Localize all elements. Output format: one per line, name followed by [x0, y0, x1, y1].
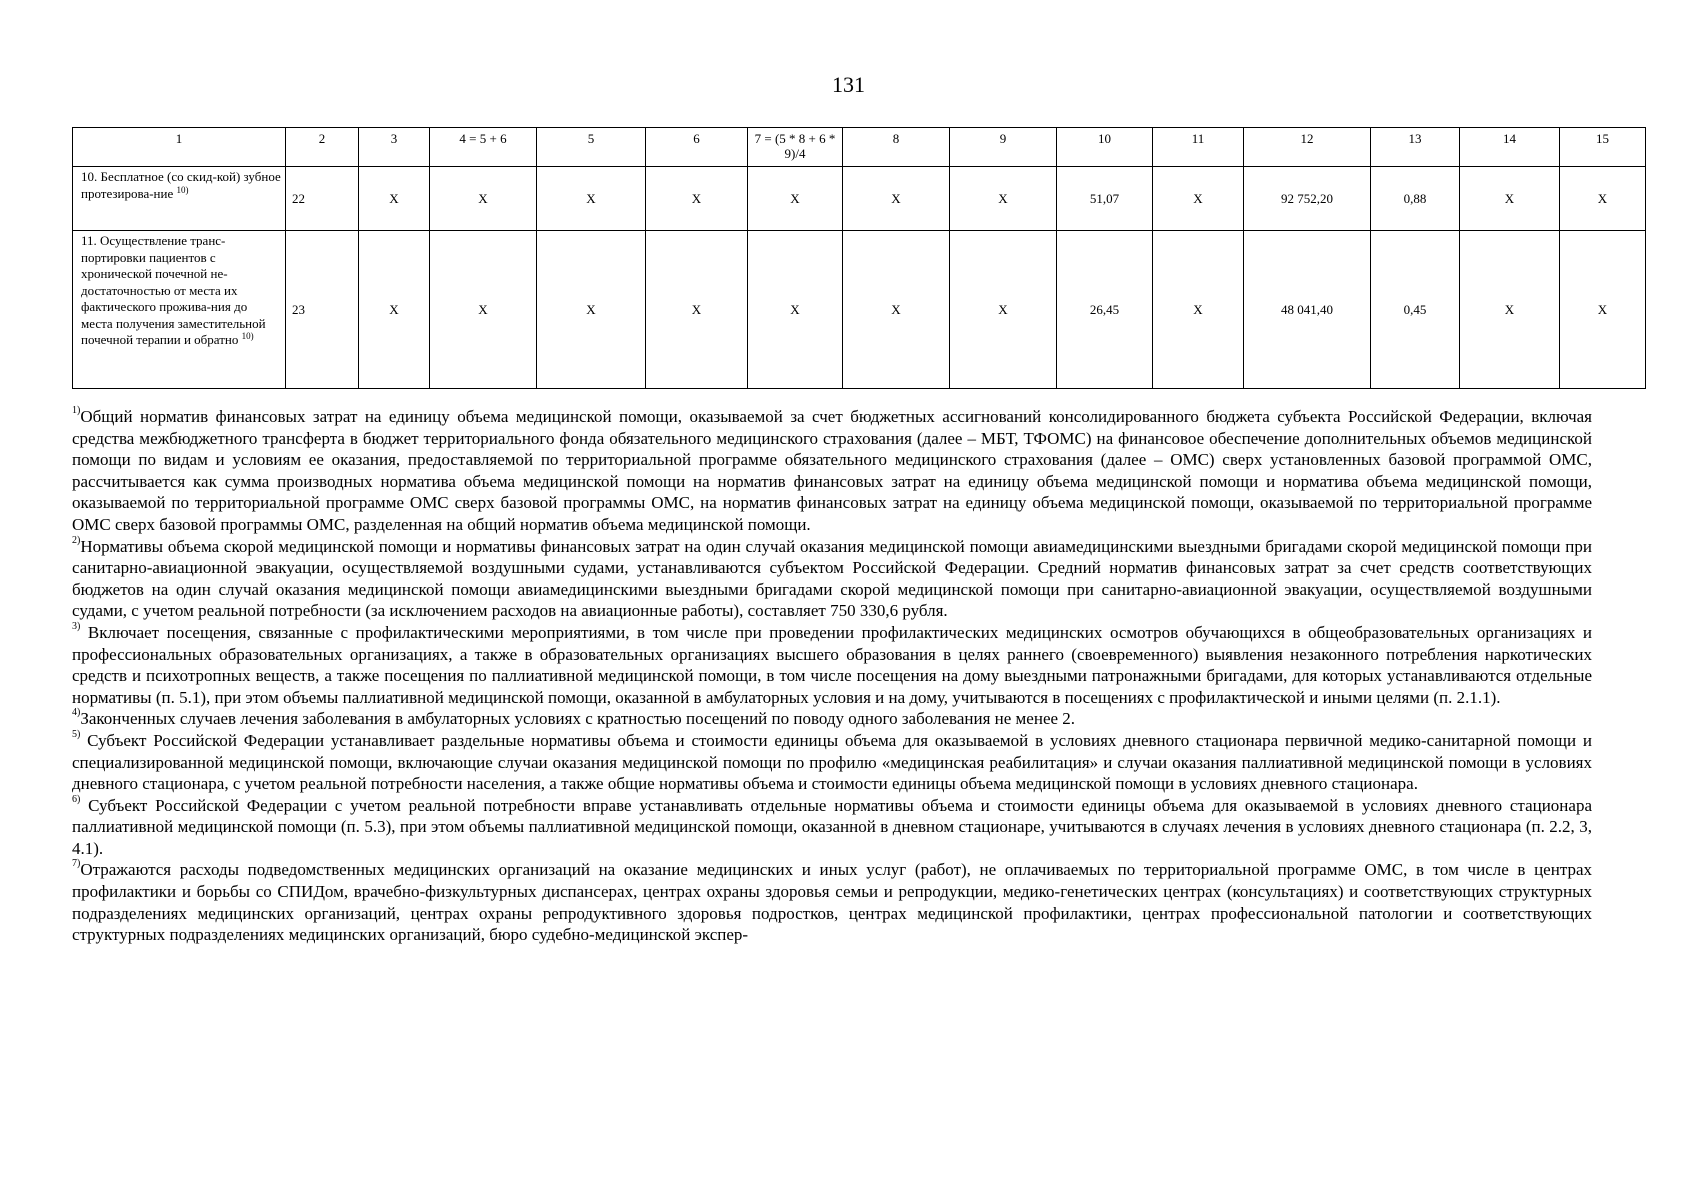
column-header: 7 = (5 * 8 + 6 * 9)/4 — [748, 128, 843, 167]
footnote-mark: 6) — [72, 793, 81, 805]
table-row — [73, 167, 1646, 231]
footnote-ref: 10) — [241, 331, 254, 341]
page-number: 131 — [832, 72, 865, 97]
table-cell: 0,45 — [1371, 231, 1460, 389]
table-cell: X — [950, 231, 1057, 389]
table-cell: X — [646, 231, 748, 389]
table-cell: 0,88 — [1371, 167, 1460, 231]
column-header: 12 — [1244, 128, 1371, 167]
footnote-text: Общий норматив финансовых затрат на единицу объема медицинской помощи, оказываемой за счет бюджетных ассигнований консолидированного бюджета субъекта Российской Федерации, включая средства межбюджетного трансферта в бюджет территориального фонда обязательного медицинского страхования (далее – МБТ, ТФОМС) на финансовое обеспечение дополнительных объемов медицинской помощи по видам и условиям ее оказания, предоставляемой по территориальной программе обязательного медицинского страхования (далее – ОМС) сверх установленных базовой программой ОМС, рассчитывается как сумма производных норматива объема медицинской помощи на норматив финансовых затрат на единицу объема медицинской помощи и норматива объема медицинской помощи, оказываемой по территориальной программе ОМС сверх базовой программы ОМС, на норматив финансовых затрат на единицу объема медицинской помощи, оказываемой по территориальной программе ОМС сверх базовой программы ОМС, разделенная на общий норматив объема медицинской помощи. — [72, 407, 1592, 534]
footnote-text: Отражаются расходы подведомственных медицинских организаций на оказание медицинских и иных услуг (работ), не оплачиваемых по территориальной программе ОМС, в том числе в центрах профилактики и борьбы со СПИДом, врачебно-физкультурных диспансерах, центрах охраны здоровья семьи и репродукции, медико-генетических центрах (консультациях) и соответствующих структурных подразделениях медицинских организаций, центрах охраны репродуктивного здоровья подростков, центрах медицинской профилактики, центрах профессиональной патологии и соответствующих структурных подразделениях медицинских организаций, бюро судебно-медицинской экспер- — [72, 860, 1592, 945]
table-cell: X — [359, 231, 430, 389]
column-header: 5 — [537, 128, 646, 167]
table-cell: X — [537, 231, 646, 389]
footnote-mark: 3) — [72, 620, 81, 632]
footnote-mark: 7) — [72, 858, 81, 870]
column-header: 6 — [646, 128, 748, 167]
row-label — [73, 167, 286, 231]
column-header: 4 = 5 + 6 — [430, 128, 537, 167]
table-cell: X — [359, 167, 430, 231]
column-header: 9 — [950, 128, 1057, 167]
table-cell: X — [1153, 167, 1244, 231]
table-cell: 51,07 — [1057, 167, 1153, 231]
footnote — [72, 795, 1592, 860]
column-header: 2 — [286, 128, 359, 167]
table-cell: X — [1460, 167, 1560, 231]
footnote — [72, 859, 1592, 945]
table-cell: 92 752,20 — [1244, 167, 1371, 231]
row-label-text: 10. Бесплатное (со скид-кой) зубное протезирова-ние — [81, 169, 281, 201]
norms-table — [72, 127, 1646, 389]
row-label — [73, 231, 286, 389]
table-cell: X — [748, 167, 843, 231]
footnote-text: Включает посещения, связанные с профилактическими мероприятиями, в том числе при проведении профилактических медицинских осмотров обучающихся в общеобразовательных организациях и профессиональных образовательных организациях, а также в образовательных организациях высшего образования в целях раннего (своевременного) выявления незаконного потребления наркотических средств и психотропных веществ, а также посещения по паллиативной медицинской помощи, в том числе посещения на дому выездными патронажными бригадами, для которых устанавливаются отдельные нормативы (п. 5.1), при этом объемы паллиативной медицинской помощи, оказанной в амбулаторных условия и на дому, учитываются в посещениях с профилактической и иными целями (п. 2.1.1). — [72, 622, 1592, 707]
footnote-text: Законченных случаев лечения заболевания в амбулаторных условиях с кратностью посещений по поводу одного заболевания не менее 2. — [80, 709, 1076, 729]
table-cell: X — [1460, 231, 1560, 389]
table-cell: 22 — [286, 167, 359, 231]
table-cell: X — [1560, 167, 1646, 231]
table-cell: 23 — [286, 231, 359, 389]
footnote-mark: 4) — [72, 707, 81, 719]
table-cell: 48 041,40 — [1244, 231, 1371, 389]
column-header: 1 — [73, 128, 286, 167]
footnote-mark: 1) — [72, 405, 81, 416]
table-row — [73, 231, 1646, 389]
table-cell: X — [748, 231, 843, 389]
table-cell: X — [430, 167, 537, 231]
column-header: 3 — [359, 128, 430, 167]
column-header: 15 — [1560, 128, 1646, 167]
footnote — [72, 536, 1592, 622]
row-label-text: 11. Осуществление транс-портировки пациентов с хронической почечной не-достаточностью от места их фактического прожива-ния до места получения заместительной почечной терапии и обратно — [81, 233, 266, 347]
column-header: 13 — [1371, 128, 1460, 167]
footnote — [72, 622, 1592, 708]
footnote-text: Нормативы объема скорой медицинской помощи и нормативы финансовых затрат на один случай оказания медицинской помощи авиамедицинскими выездными бригадами скорой медицинской помощи при санитарно-авиационной эвакуации, осуществляемой воздушными судами, устанавливаются субъектом Российской Федерации. Средний норматив финансовых затрат за счет средств соответствующих бюджетов на один случай оказания медицинской помощи авиамедицинскими выездными бригадами скорой медицинской помощи при санитарно-авиационной эвакуации, осуществляемой воздушными судами, с учетом реальной потребности (за исключением расходов на авиационные работы), составляет 750 330,6 рубля. — [72, 536, 1592, 621]
table-cell: X — [950, 167, 1057, 231]
table-cell: X — [1560, 231, 1646, 389]
footnote — [72, 730, 1592, 795]
column-header: 14 — [1460, 128, 1560, 167]
footnote-text: Субъект Российской Федерации с учетом реальной потребности вправе устанавливать отдельные нормативы объема и стоимости единицы объема для оказываемой в условиях дневного стационара паллиативной медицинской помощи (п. 5.3), при этом объемы паллиативной медицинской помощи, оказанной в дневном стационаре, учитываются в случаях лечения в условиях дневного стационара (п. 2.2, 3, 4.1). — [72, 795, 1592, 858]
column-header: 10 — [1057, 128, 1153, 167]
table-header-row — [73, 128, 1646, 167]
table-cell: X — [843, 167, 950, 231]
footnote-text: Субъект Российской Федерации устанавливает раздельные нормативы объема и стоимости единицы объема для оказываемой в условиях дневного стационара первичной медико-санитарной помощи и специализированной медицинской помощи, включающие случаи оказания медицинской помощи по профилю «медицинская реабилитация» и случаи оказания паллиативной медицинской помощи в условиях дневного стационара, с учетом реальной потребности населения, а также общие нормативы объема и стоимости единицы объема медицинской помощи в условиях дневного стационара. — [72, 730, 1593, 794]
table-cell: X — [537, 167, 646, 231]
footnote-mark: 2) — [72, 534, 81, 546]
table-cell: X — [1153, 231, 1244, 389]
column-header: 8 — [843, 128, 950, 167]
table-cell: 26,45 — [1057, 231, 1153, 389]
table-cell: X — [646, 167, 748, 231]
footnote — [72, 406, 1592, 536]
footnotes-section — [72, 406, 1592, 946]
footnote-mark: 5) — [72, 728, 81, 740]
table-cell: X — [843, 231, 950, 389]
table-cell: X — [430, 231, 537, 389]
footnote — [72, 708, 1592, 730]
column-header: 11 — [1153, 128, 1244, 167]
footnote-ref: 10) — [176, 184, 189, 195]
